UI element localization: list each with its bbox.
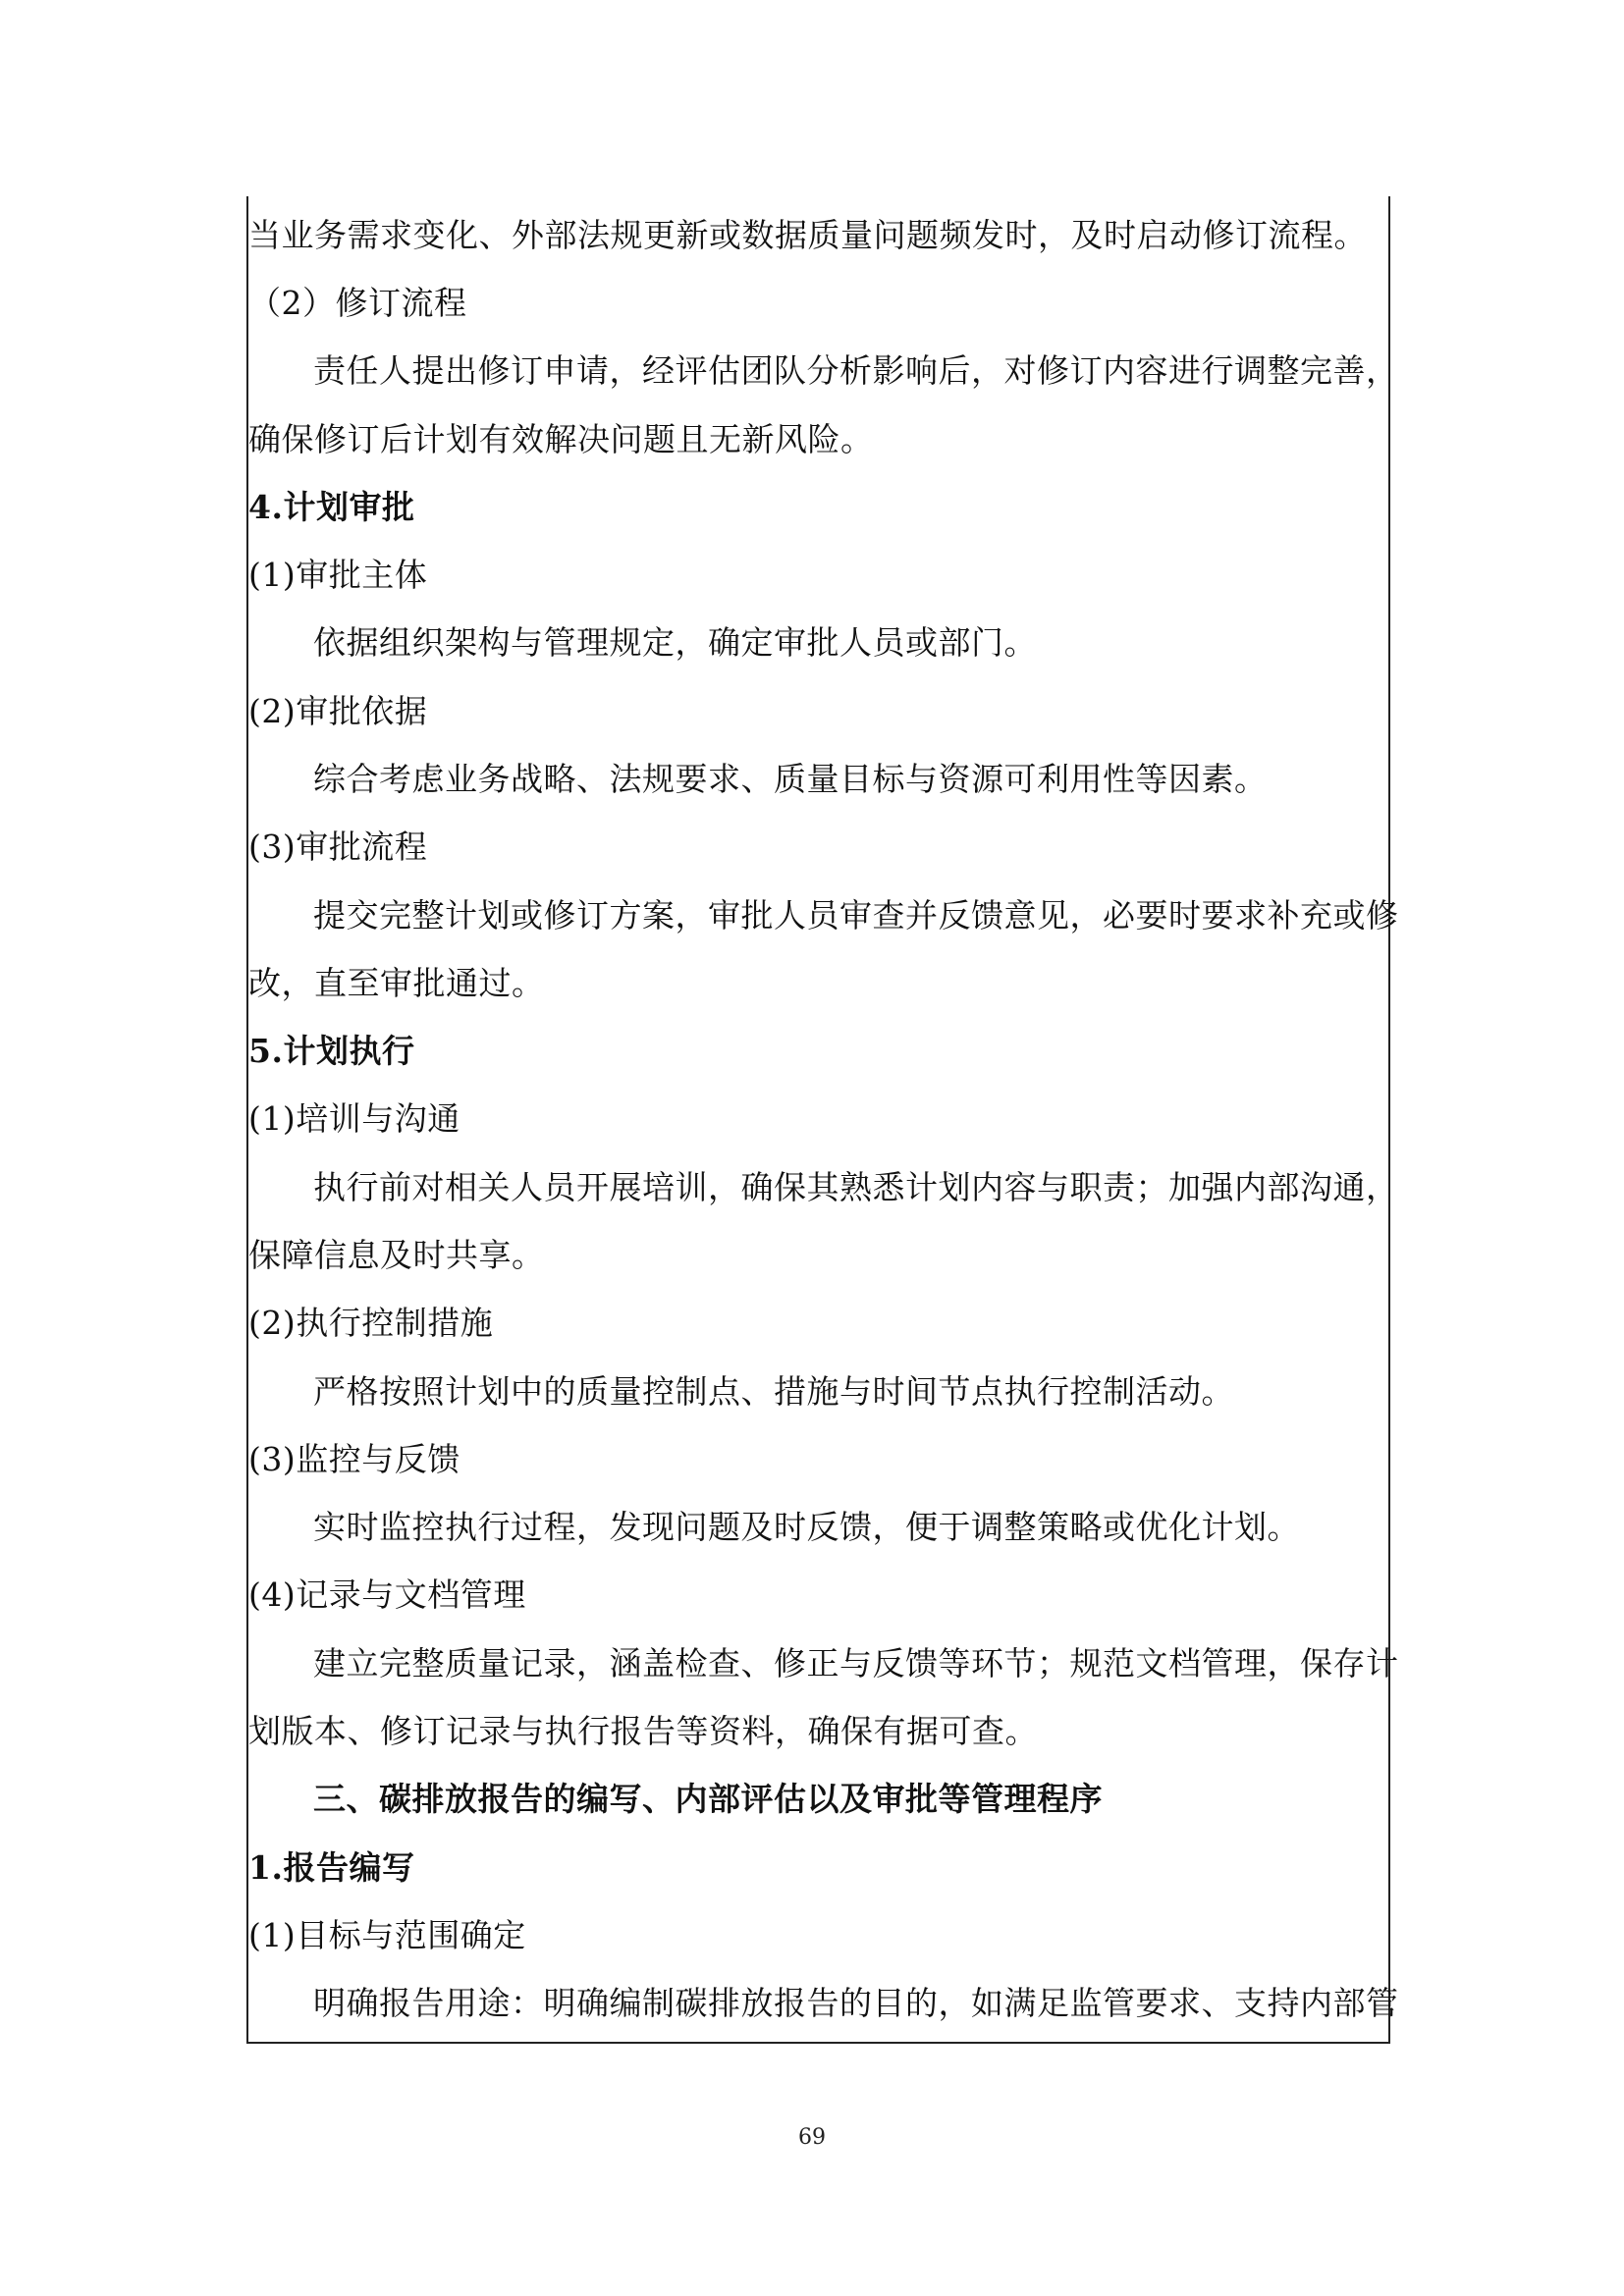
subheading: (2)审批依据 [248, 692, 428, 730]
chapter-heading: 三、碳排放报告的编写、内部评估以及审批等管理程序 [313, 1780, 1103, 1818]
subheading: (2)执行控制措施 [248, 1304, 494, 1342]
text-line: 依据组织架构与管理规定，确定审批人员或部门。 [313, 623, 1037, 662]
subheading: (1)审批主体 [248, 556, 428, 594]
subheading: (1)目标与范围确定 [248, 1916, 526, 1954]
text-line: 责任人提出修订申请，经评估团队分析影响后，对修订内容进行调整完善， [313, 351, 1399, 390]
text-line: 执行前对相关人员开展培训，确保其熟悉计划内容与职责；加强内部沟通， [313, 1168, 1399, 1206]
text-line: 划版本、修订记录与执行报告等资料，确保有据可查。 [248, 1712, 1038, 1750]
text-line: （2）修订流程 [248, 284, 467, 322]
text-line: 综合考虑业务战略、法规要求、质量目标与资源可利用性等因素。 [313, 760, 1268, 798]
page-number: 69 [798, 2125, 826, 2150]
text-line: 当业务需求变化、外部法规更新或数据质量问题频发时，及时启动修订流程。 [248, 216, 1367, 254]
text-line: 严格按照计划中的质量控制点、措施与时间节点执行控制活动。 [313, 1372, 1234, 1411]
text-line: 明确报告用途：明确编制碳排放报告的目的，如满足监管要求、支持内部管 [313, 1984, 1399, 2022]
subheading: (3)审批流程 [248, 828, 428, 866]
text-line: 提交完整计划或修订方案，审批人员审查并反馈意见，必要时要求补充或修 [313, 896, 1399, 934]
table-cell-content-box [246, 196, 1399, 2044]
subheading: (3)监控与反馈 [248, 1440, 460, 1478]
section-heading: 4.计划审批 [248, 488, 415, 526]
text-line: 保障信息及时共享。 [248, 1236, 545, 1274]
section-heading: 1.报告编写 [248, 1848, 415, 1887]
section-heading: 5.计划执行 [248, 1032, 415, 1070]
text-line: 实时监控执行过程，发现问题及时反馈，便于调整策略或优化计划。 [313, 1508, 1300, 1546]
subheading: (1)培训与沟通 [248, 1099, 460, 1138]
text-line: 建立完整质量记录，涵盖检查、修正与反馈等环节；规范文档管理，保存计 [313, 1644, 1399, 1682]
text-line: 确保修订后计划有效解决问题且无新风险。 [248, 420, 874, 458]
subheading: (4)记录与文档管理 [248, 1575, 526, 1614]
text-line: 改，直至审批通过。 [248, 964, 545, 1002]
